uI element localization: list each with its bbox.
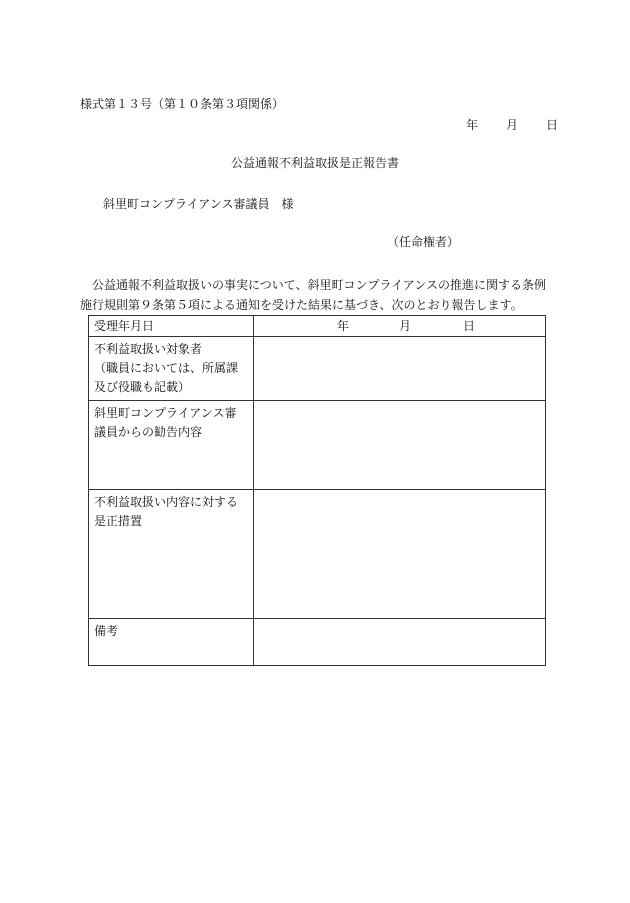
recommendation-field[interactable] [254, 401, 546, 490]
body-line-1: 公益通報不利益取扱いの事実について、斜里町コンプライアンスの推進に関する条例 [80, 278, 546, 292]
correction-label [89, 490, 254, 619]
document-title: 公益通報不利益取扱是正報告書 [230, 156, 399, 170]
addressee: 斜里町コンプライアンス審議員 様 [103, 197, 294, 211]
target-person-label [89, 337, 254, 401]
receipt-day-label: 日 [463, 319, 476, 333]
receipt-date-label: 受理年月日 [89, 316, 254, 337]
remarks-field[interactable] [254, 619, 546, 666]
correction-label-line-1: 不利益取扱い内容に対する [94, 495, 239, 509]
recommendation-label-line-1: 斜里町コンプライアンス審 [94, 406, 237, 420]
table-row-recommendation [89, 401, 546, 490]
appointing-authority: （任命権者） [387, 235, 460, 249]
date-year-label: 年 [466, 118, 479, 132]
date-month-label: 月 [506, 118, 519, 132]
target-label-line-3: 及び役職も記載） [94, 380, 191, 394]
body-line-2: 施行規則第９条第５項による通知を受けた結果に基づき、次のとおり報告します。 [80, 298, 523, 312]
target-label-line-2: （職員においては、所属課 [94, 361, 239, 375]
date-day-label: 日 [546, 118, 559, 132]
correction-label-line-2: 是正措置 [94, 514, 143, 528]
body-paragraph [80, 275, 554, 315]
receipt-month-label: 月 [399, 319, 412, 333]
table-row-remarks [89, 619, 546, 666]
target-label-line-1: 不利益取扱い対象者 [94, 342, 203, 356]
receipt-date-field[interactable] [254, 316, 546, 337]
table-row-receipt-date [89, 316, 546, 337]
report-table [88, 315, 546, 666]
remarks-label: 備考 [89, 619, 254, 666]
recommendation-label [89, 401, 254, 490]
table-row-correction [89, 490, 546, 619]
report-date-line [466, 119, 558, 131]
table-row-target [89, 337, 546, 401]
form-number: 様式第１３号（第１０条第３項関係） [80, 97, 285, 111]
correction-field[interactable] [254, 490, 546, 619]
receipt-year-label: 年 [337, 319, 350, 333]
recommendation-label-line-2: 議員からの勧告内容 [94, 425, 203, 439]
target-person-field[interactable] [254, 337, 546, 401]
